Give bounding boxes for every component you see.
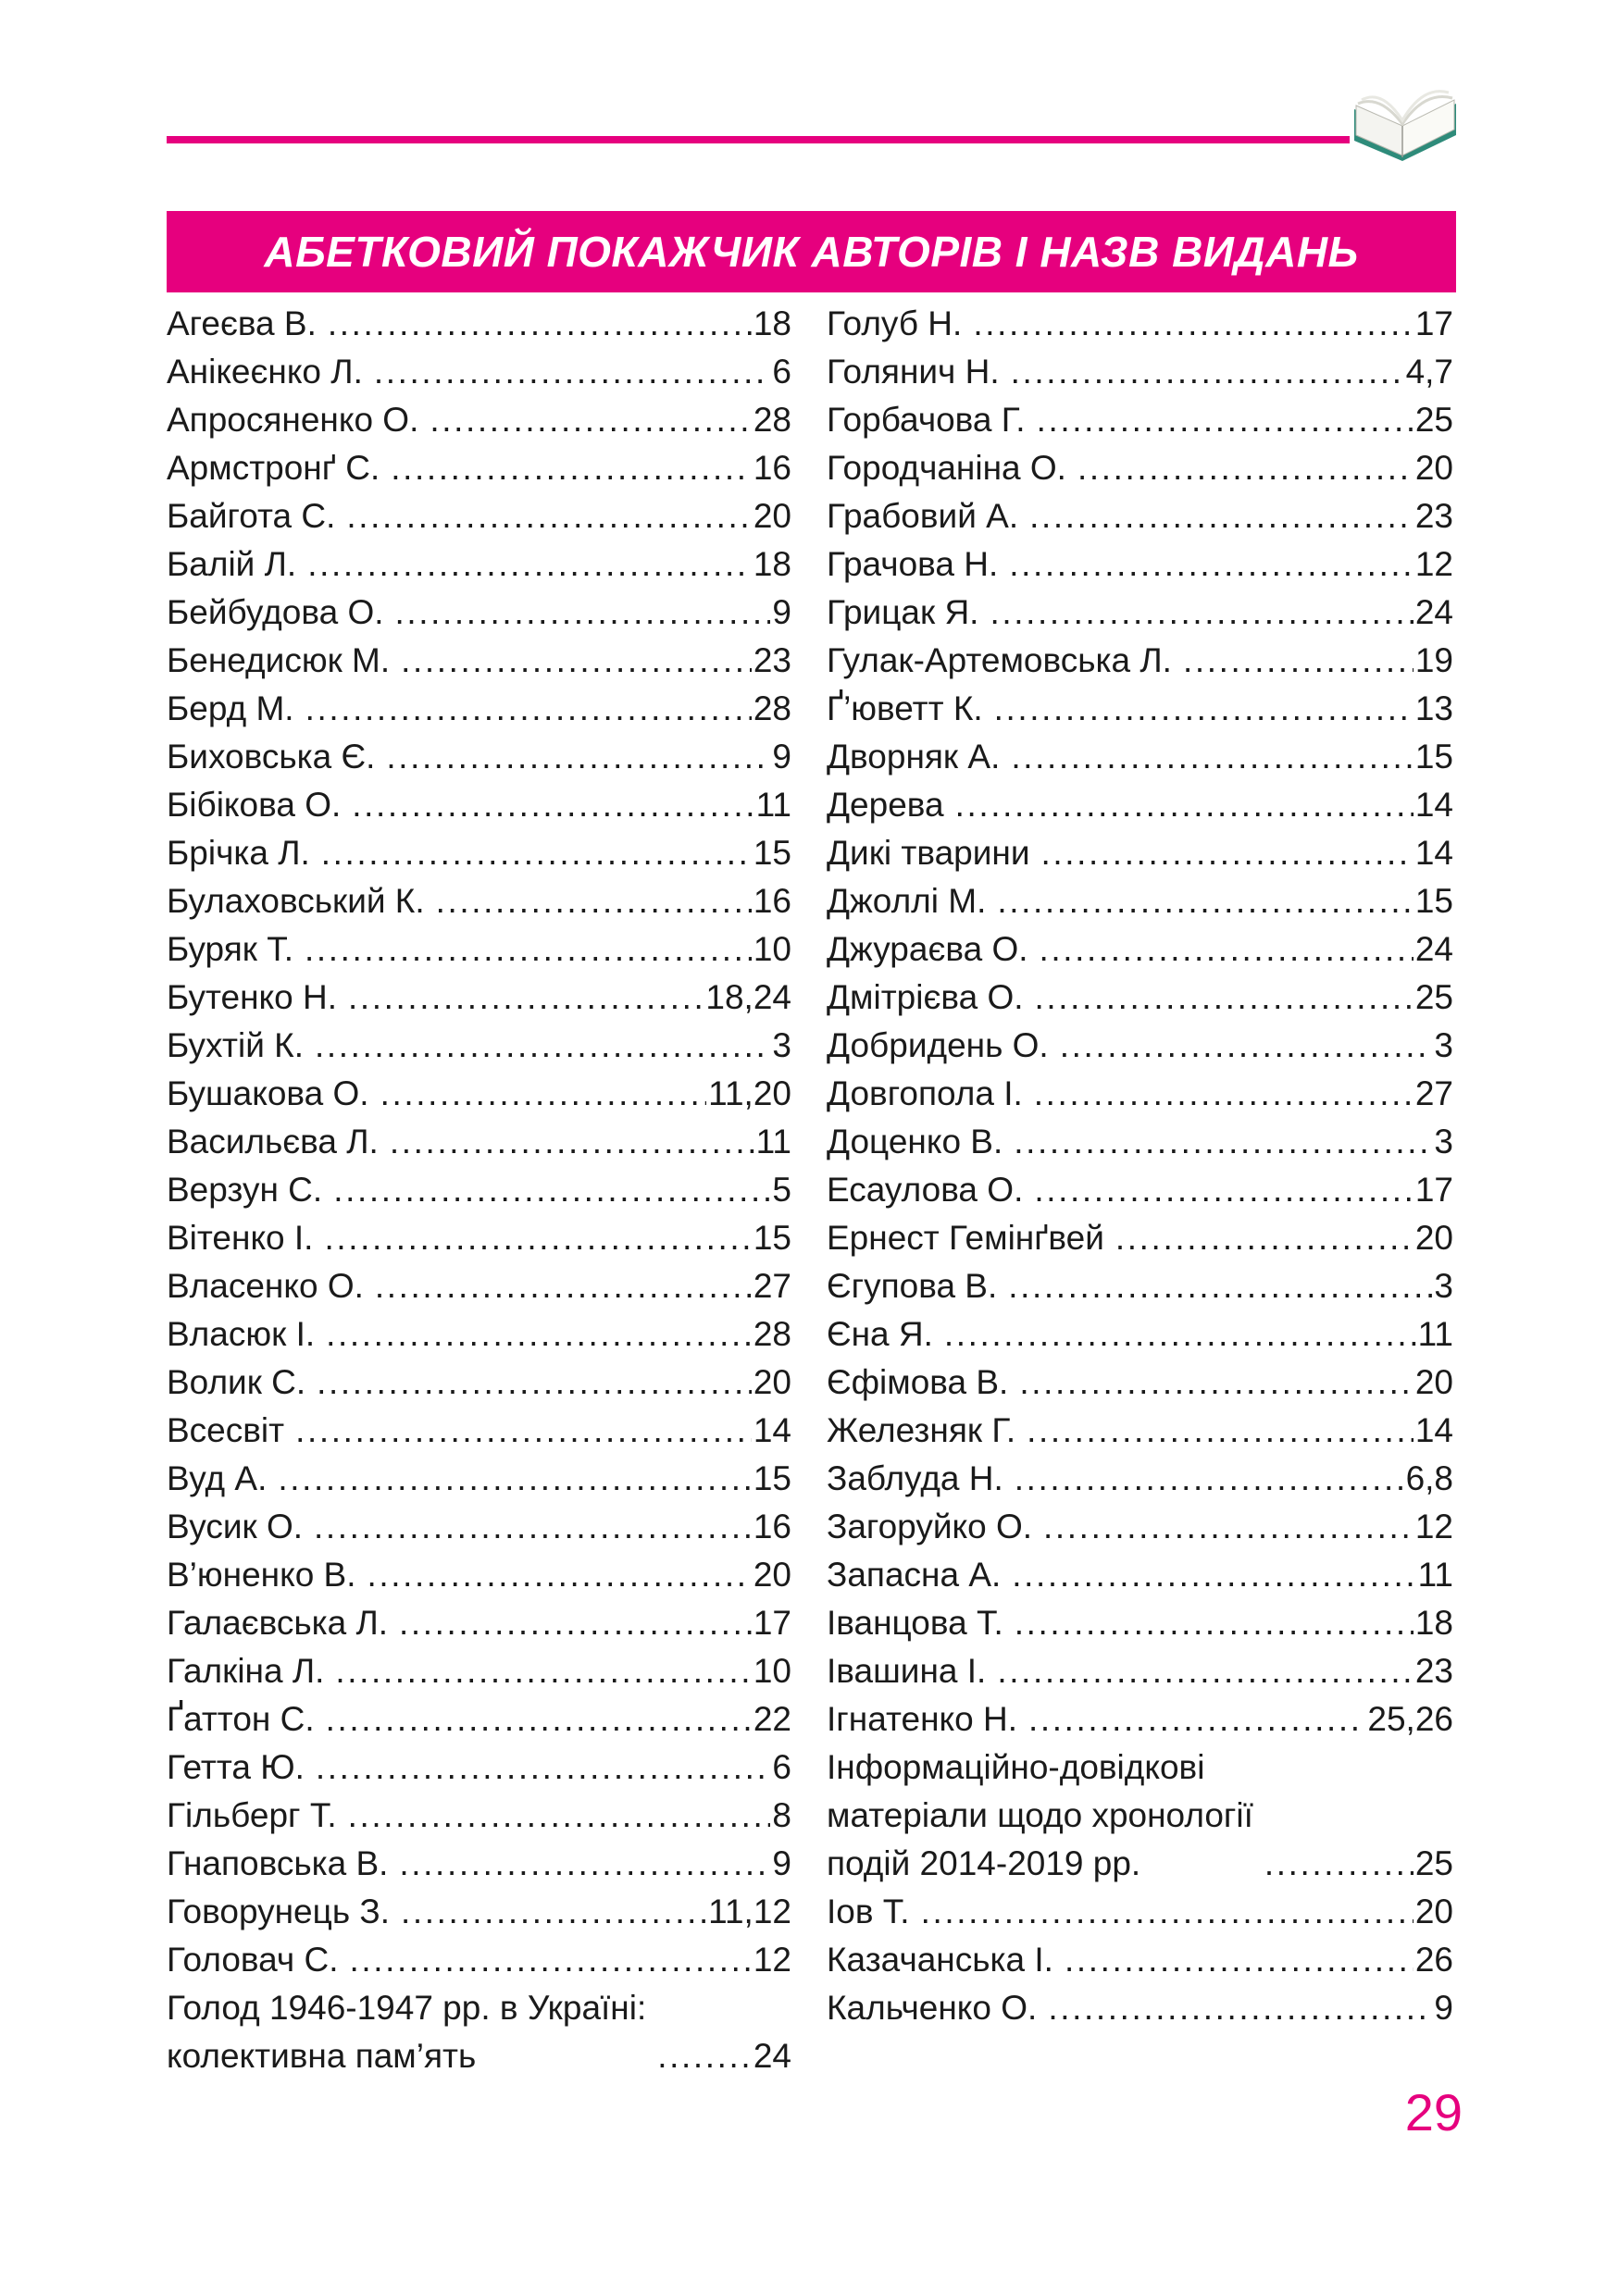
entry-name: Довгопола І. bbox=[827, 1074, 1023, 1112]
entry-page: 3 bbox=[1434, 1123, 1453, 1160]
entry-page: 15 bbox=[753, 834, 791, 872]
index-entry bbox=[167, 1359, 791, 1407]
entry-name: Грачова Н. bbox=[827, 545, 999, 583]
leader-dots bbox=[321, 829, 752, 877]
entry-page: 18 bbox=[1414, 1604, 1453, 1642]
index-entry-multiline bbox=[167, 1984, 791, 2080]
leader-dots bbox=[997, 877, 1413, 925]
entry-page: 12 bbox=[1414, 545, 1453, 583]
index-entry bbox=[827, 1022, 1453, 1070]
index-entry bbox=[827, 1888, 1453, 1936]
leader-dots bbox=[278, 1455, 751, 1503]
entry-page: 14 bbox=[753, 1411, 791, 1449]
entry-name: Гетта Ю. bbox=[167, 1748, 305, 1786]
leader-dots bbox=[1009, 540, 1414, 589]
leader-dots bbox=[314, 1503, 752, 1551]
entry-page: 15 bbox=[753, 1219, 791, 1257]
leader-dots bbox=[316, 1744, 771, 1792]
index-entry-multiline bbox=[827, 1744, 1453, 1888]
entry-page: 17 bbox=[1414, 304, 1453, 342]
index-entry bbox=[827, 1551, 1453, 1599]
entry-page: 3 bbox=[1434, 1026, 1453, 1064]
index-entry bbox=[167, 829, 791, 877]
entry-page: 27 bbox=[753, 1267, 791, 1305]
entry-page: 23 bbox=[1414, 497, 1453, 535]
index-column-left bbox=[167, 300, 791, 2080]
leader-dots bbox=[390, 1118, 754, 1166]
entry-name: Армстронґ С. bbox=[167, 449, 380, 487]
index-entry bbox=[827, 492, 1453, 540]
leader-dots bbox=[1040, 925, 1414, 974]
entry-name: Балій Л. bbox=[167, 545, 297, 583]
index-entry bbox=[827, 1166, 1453, 1214]
index-entry bbox=[827, 877, 1453, 925]
entry-page: 24 bbox=[1414, 593, 1453, 631]
entry-name: Ернест Гемінґвей bbox=[827, 1219, 1104, 1257]
index-column-right bbox=[827, 300, 1453, 2032]
entry-page: 11 bbox=[755, 1123, 791, 1160]
entry-name: Булаховський К. bbox=[167, 882, 425, 920]
entry-name: Загоруйко О. bbox=[827, 1508, 1033, 1545]
leader-dots bbox=[401, 1888, 706, 1936]
leader-dots bbox=[386, 733, 770, 781]
leader-dots bbox=[349, 1936, 751, 1984]
leader-dots bbox=[1014, 1118, 1432, 1166]
entry-page: 27 bbox=[1414, 1074, 1453, 1112]
leader-dots bbox=[990, 589, 1413, 637]
index-entry bbox=[827, 1070, 1453, 1118]
page-title: АБЕТКОВИЙ ПОКАЖЧИК АВТОРІВ І НАЗВ ВИДАНЬ bbox=[264, 228, 1359, 276]
leader-dots bbox=[1115, 1214, 1414, 1262]
index-entry bbox=[167, 781, 791, 829]
index-entry bbox=[827, 685, 1453, 733]
entry-name: Верзун С. bbox=[167, 1171, 323, 1209]
index-entry bbox=[827, 1695, 1453, 1744]
entry-page: 3 bbox=[1434, 1267, 1453, 1305]
entry-name: Ґаттон С. bbox=[167, 1700, 315, 1738]
leader-dots bbox=[1060, 1022, 1433, 1070]
entry-name: Городчаніна О. bbox=[827, 449, 1066, 487]
entry-name: Железняк Г. bbox=[827, 1411, 1016, 1449]
entry-page: 24 bbox=[1414, 930, 1453, 968]
entry-page: 20 bbox=[753, 1363, 791, 1401]
entry-name: Дмітрієва О. bbox=[827, 978, 1024, 1016]
entry-name: Буряк Т. bbox=[167, 930, 293, 968]
entry-name: Говорунець З. bbox=[167, 1893, 391, 1930]
entry-name: Добридень О. bbox=[827, 1026, 1049, 1064]
entry-page: 20 bbox=[1414, 1363, 1453, 1401]
entry-name: Голянич Н. bbox=[827, 353, 1000, 391]
leader-dots bbox=[352, 781, 753, 829]
leader-dots bbox=[348, 1792, 771, 1840]
entry-page: 26 bbox=[1414, 1941, 1453, 1979]
entry-page: 8 bbox=[772, 1796, 791, 1834]
entry-name: Джоллі М. bbox=[827, 882, 987, 920]
entry-page: 11,12 bbox=[708, 1893, 791, 1930]
entry-page: 20 bbox=[1414, 1219, 1453, 1257]
entry-name: Єфімова В. bbox=[827, 1363, 1009, 1401]
entry-name: Доценко В. bbox=[827, 1123, 1003, 1160]
leader-dots bbox=[391, 444, 752, 492]
index-entry bbox=[167, 974, 791, 1022]
index-entry bbox=[167, 1214, 791, 1262]
entry-name: Бейбудова О. bbox=[167, 593, 384, 631]
entry-name: Есаулова О. bbox=[827, 1171, 1024, 1209]
entry-name: В’юненко В. bbox=[167, 1556, 356, 1594]
leader-dots bbox=[1037, 396, 1414, 444]
index-entry bbox=[167, 877, 791, 925]
index-entry bbox=[827, 540, 1453, 589]
entry-page: 15 bbox=[1414, 882, 1453, 920]
index-entry bbox=[827, 1310, 1453, 1359]
index-entry bbox=[167, 1310, 791, 1359]
index-entry bbox=[827, 1214, 1453, 1262]
index-entry bbox=[167, 1551, 791, 1599]
entry-page: 12 bbox=[1414, 1508, 1453, 1545]
entry-name: Іванцова Т. bbox=[827, 1604, 1003, 1642]
entry-name: Биховська Є. bbox=[167, 738, 376, 776]
entry-page: 25 bbox=[1414, 1844, 1453, 1882]
index-entry bbox=[167, 1166, 791, 1214]
entry-page: 25 bbox=[1414, 978, 1453, 1016]
entry-page: 20 bbox=[753, 1556, 791, 1594]
index-entry bbox=[167, 1744, 791, 1792]
leader-dots bbox=[1264, 1840, 1414, 1888]
index-entry bbox=[827, 829, 1453, 877]
index-entry bbox=[827, 396, 1453, 444]
leader-dots bbox=[1028, 1695, 1365, 1744]
entry-page: 25,26 bbox=[1367, 1700, 1453, 1738]
leader-dots bbox=[295, 1407, 752, 1455]
index-entry bbox=[167, 637, 791, 685]
entry-name: Дикі тварини bbox=[827, 834, 1030, 872]
index-entry bbox=[827, 1503, 1453, 1551]
leader-dots bbox=[374, 348, 771, 396]
entry-page: 4,7 bbox=[1405, 353, 1453, 391]
entry-name: Головач С. bbox=[167, 1941, 339, 1979]
entry-page: 23 bbox=[1414, 1652, 1453, 1690]
entry-name: Дворняк А. bbox=[827, 738, 1001, 776]
entry-page: 10 bbox=[753, 1652, 791, 1690]
entry-name: Волик С. bbox=[167, 1363, 306, 1401]
leader-dots bbox=[305, 685, 752, 733]
entry-page: 18,24 bbox=[705, 978, 791, 1016]
entry-name: Горбачова Г. bbox=[827, 401, 1026, 439]
index-entry bbox=[167, 1792, 791, 1840]
entry-name-line: Інформаційно-довідкові bbox=[827, 1748, 1205, 1786]
leader-dots bbox=[333, 1166, 770, 1214]
index-entry bbox=[167, 444, 791, 492]
leader-dots bbox=[401, 637, 752, 685]
entry-page: 18 bbox=[753, 304, 791, 342]
entry-name: Апросяненко О. bbox=[167, 401, 419, 439]
entry-name: Івашина І. bbox=[827, 1652, 987, 1690]
entry-name: Голуб Н. bbox=[827, 304, 963, 342]
index-entry bbox=[827, 637, 1453, 685]
index-entry bbox=[827, 1455, 1453, 1503]
entry-page: 28 bbox=[753, 689, 791, 727]
entry-page: 25 bbox=[1414, 401, 1453, 439]
leader-dots bbox=[430, 396, 751, 444]
entry-name: Бібікова О. bbox=[167, 786, 342, 824]
index-entry bbox=[167, 348, 791, 396]
entry-name: Галаєвська Л. bbox=[167, 1604, 389, 1642]
leader-dots bbox=[1029, 492, 1414, 540]
entry-page: 15 bbox=[753, 1459, 791, 1497]
index-entry bbox=[167, 1262, 791, 1310]
leader-dots bbox=[1008, 1262, 1432, 1310]
leader-dots bbox=[348, 974, 704, 1022]
entry-page: 6,8 bbox=[1405, 1459, 1453, 1497]
index-entry bbox=[167, 925, 791, 974]
leader-dots bbox=[399, 1599, 752, 1647]
entry-name: Іов Т. bbox=[827, 1893, 910, 1930]
leader-dots bbox=[1019, 1359, 1414, 1407]
index-entry bbox=[167, 1599, 791, 1647]
leader-dots bbox=[1011, 348, 1404, 396]
entry-name: Анікеєнко Л. bbox=[167, 353, 363, 391]
entry-page: 6 bbox=[772, 353, 791, 391]
leader-dots bbox=[1015, 1599, 1414, 1647]
leader-dots bbox=[335, 1647, 751, 1695]
leader-dots bbox=[395, 589, 771, 637]
entry-page: 5 bbox=[772, 1171, 791, 1209]
leader-dots bbox=[324, 1214, 751, 1262]
entry-name: Єна Я. bbox=[827, 1315, 933, 1353]
leader-dots bbox=[375, 1262, 752, 1310]
entry-name: Агеєва В. bbox=[167, 304, 317, 342]
entry-name: Казачанська І. bbox=[827, 1941, 1053, 1979]
index-entry bbox=[167, 492, 791, 540]
entry-name: Байгота С. bbox=[167, 497, 336, 535]
leader-dots bbox=[315, 1022, 770, 1070]
index-entry bbox=[167, 1118, 791, 1166]
entry-name: Вусик О. bbox=[167, 1508, 304, 1545]
index-entry bbox=[167, 1888, 791, 1936]
index-entry bbox=[167, 685, 791, 733]
leader-dots bbox=[994, 685, 1414, 733]
leader-dots bbox=[1027, 1407, 1414, 1455]
entry-name: Берд М. bbox=[167, 689, 294, 727]
index-entry bbox=[167, 396, 791, 444]
entry-name: Ґ’юветт К. bbox=[827, 689, 983, 727]
index-entry bbox=[167, 1022, 791, 1070]
index-entry bbox=[167, 733, 791, 781]
leader-dots bbox=[326, 1695, 752, 1744]
entry-page: 9 bbox=[1434, 1989, 1453, 2027]
leader-dots bbox=[305, 925, 752, 974]
leader-dots bbox=[1065, 1936, 1414, 1984]
index-entry bbox=[167, 300, 791, 348]
entry-name: Бухтій К. bbox=[167, 1026, 304, 1064]
entry-page: 16 bbox=[753, 449, 791, 487]
leader-dots bbox=[307, 540, 752, 589]
entry-name: Дерева bbox=[827, 786, 944, 824]
index-entry bbox=[827, 1262, 1453, 1310]
entry-page: 17 bbox=[1414, 1171, 1453, 1209]
entry-name: Всесвіт bbox=[167, 1411, 285, 1449]
leader-dots bbox=[1035, 974, 1414, 1022]
entry-page: 18 bbox=[753, 545, 791, 583]
entry-page: 23 bbox=[753, 641, 791, 679]
leader-dots bbox=[1048, 1984, 1432, 2032]
entry-page: 3 bbox=[772, 1026, 791, 1064]
entry-name: Бутенко Н. bbox=[167, 978, 337, 1016]
index-entry bbox=[827, 733, 1453, 781]
entry-page: 6 bbox=[772, 1748, 791, 1786]
index-entry bbox=[827, 1407, 1453, 1455]
entry-page: 12 bbox=[753, 1941, 791, 1979]
leader-dots bbox=[328, 300, 752, 348]
leader-dots bbox=[1034, 1070, 1414, 1118]
entry-name: Єгупова В. bbox=[827, 1267, 998, 1305]
index-entry bbox=[827, 1359, 1453, 1407]
entry-page: 11 bbox=[1417, 1315, 1453, 1353]
entry-name: Заблуда Н. bbox=[827, 1459, 1003, 1497]
entry-page: 20 bbox=[1414, 449, 1453, 487]
leader-dots bbox=[367, 1551, 752, 1599]
entry-page: 11,20 bbox=[708, 1074, 791, 1112]
entry-name: Грицак Я. bbox=[827, 593, 979, 631]
index-entry bbox=[167, 540, 791, 589]
entry-page: 24 bbox=[753, 2037, 791, 2075]
entry-name: Брічка Л. bbox=[167, 834, 310, 872]
index-entry bbox=[167, 1695, 791, 1744]
index-entry bbox=[827, 589, 1453, 637]
leader-dots bbox=[955, 781, 1414, 829]
entry-page: 28 bbox=[753, 401, 791, 439]
leader-dots bbox=[1043, 1503, 1414, 1551]
index-entry bbox=[827, 1599, 1453, 1647]
leader-dots bbox=[997, 1647, 1414, 1695]
entry-page: 20 bbox=[753, 497, 791, 535]
index-entry bbox=[167, 1070, 791, 1118]
index-entry bbox=[167, 1503, 791, 1551]
entry-page: 11 bbox=[755, 786, 791, 824]
leader-dots bbox=[657, 2032, 752, 2080]
entry-page: 14 bbox=[1414, 1411, 1453, 1449]
entry-name: Бенедисюк М. bbox=[167, 641, 391, 679]
leader-dots bbox=[436, 877, 752, 925]
entry-page: 11 bbox=[1417, 1556, 1453, 1594]
leader-dots bbox=[1077, 444, 1414, 492]
entry-page: 15 bbox=[1414, 738, 1453, 776]
entry-name: Власюк І. bbox=[167, 1315, 316, 1353]
entry-page: 16 bbox=[753, 1508, 791, 1545]
leader-dots bbox=[399, 1840, 770, 1888]
entry-page: 22 bbox=[753, 1700, 791, 1738]
entry-name: Васильєва Л. bbox=[167, 1123, 379, 1160]
leader-dots bbox=[317, 1359, 752, 1407]
page-number: 29 bbox=[1404, 2083, 1463, 2141]
entry-page: 14 bbox=[1414, 834, 1453, 872]
entry-name: Грабовий А. bbox=[827, 497, 1019, 535]
entry-name: Гнаповська В. bbox=[167, 1844, 389, 1882]
leader-dots bbox=[1034, 1166, 1413, 1214]
index-entry bbox=[827, 781, 1453, 829]
index-entry bbox=[827, 1118, 1453, 1166]
entry-page: 28 bbox=[753, 1315, 791, 1353]
leader-dots bbox=[346, 492, 751, 540]
leader-dots bbox=[380, 1070, 707, 1118]
index-entry bbox=[167, 1840, 791, 1888]
leader-dots bbox=[973, 300, 1414, 348]
index-entry bbox=[167, 1407, 791, 1455]
entry-name-line: матеріали щодо хронології bbox=[827, 1796, 1253, 1834]
index-entry bbox=[827, 348, 1453, 396]
entry-name: Ігнатенко Н. bbox=[827, 1700, 1017, 1738]
entry-name: Гулак-Артемовська Л. bbox=[827, 641, 1172, 679]
leader-dots bbox=[326, 1310, 752, 1359]
index-entry bbox=[827, 300, 1453, 348]
leader-dots bbox=[1012, 1551, 1415, 1599]
index-entry bbox=[827, 1936, 1453, 1984]
entry-name: Бушакова О. bbox=[167, 1074, 369, 1112]
index-entry bbox=[167, 1936, 791, 1984]
index-entry bbox=[827, 925, 1453, 974]
entry-page: 20 bbox=[1414, 1893, 1453, 1930]
entry-page: 10 bbox=[753, 930, 791, 968]
entry-page: 13 bbox=[1414, 689, 1453, 727]
entry-name-line: подій 2014-2019 рр. bbox=[827, 1844, 1141, 1882]
entry-name: Власенко О. bbox=[167, 1267, 364, 1305]
header-rule bbox=[167, 136, 1350, 143]
entry-page: 16 bbox=[753, 882, 791, 920]
index-entry bbox=[167, 589, 791, 637]
entry-name: Галкіна Л. bbox=[167, 1652, 325, 1690]
leader-dots bbox=[1011, 733, 1413, 781]
leader-dots bbox=[1041, 829, 1414, 877]
leader-dots bbox=[921, 1888, 1414, 1936]
entry-page: 14 bbox=[1414, 786, 1453, 824]
entry-name-line: Голод 1946-1947 рр. в Україні: bbox=[167, 1989, 647, 2027]
leader-dots bbox=[1015, 1455, 1404, 1503]
index-entry bbox=[827, 1984, 1453, 2032]
entry-name: Гільберг Т. bbox=[167, 1796, 337, 1834]
entry-page: 17 bbox=[753, 1604, 791, 1642]
open-book-icon bbox=[1347, 72, 1463, 165]
entry-name: Вітенко І. bbox=[167, 1219, 314, 1257]
title-banner bbox=[167, 211, 1456, 292]
entry-page: 9 bbox=[772, 1844, 791, 1882]
entry-page: 9 bbox=[772, 593, 791, 631]
index-entry bbox=[827, 974, 1453, 1022]
index-entry bbox=[167, 1455, 791, 1503]
index-entry bbox=[167, 1647, 791, 1695]
index-entry bbox=[827, 1647, 1453, 1695]
leader-dots bbox=[1183, 637, 1414, 685]
entry-page: 19 bbox=[1414, 641, 1453, 679]
entry-name: Вуд А. bbox=[167, 1459, 268, 1497]
entry-page: 9 bbox=[772, 738, 791, 776]
leader-dots bbox=[944, 1310, 1416, 1359]
entry-name-line: колективна пам’ять bbox=[167, 2037, 477, 2075]
index-entry bbox=[827, 444, 1453, 492]
entry-name: Запасна А. bbox=[827, 1556, 1002, 1594]
entry-name: Кальченко О. bbox=[827, 1989, 1038, 2027]
entry-name: Джураєва О. bbox=[827, 930, 1028, 968]
